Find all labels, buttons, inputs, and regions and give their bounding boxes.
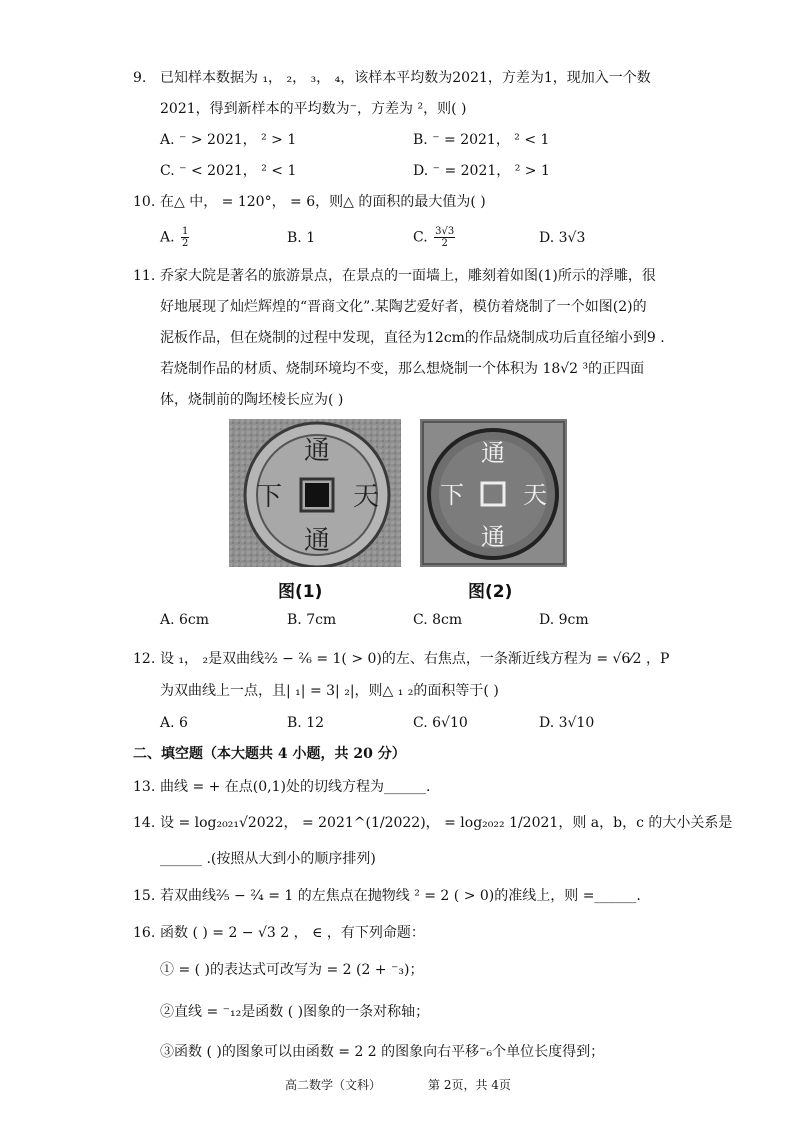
- question-text: 为双曲线上一点，且| ₁| = 3| ₂|，则△ ₁ ₂的面积等于( ): [160, 683, 499, 699]
- option-d: D. 9cm: [539, 612, 589, 628]
- question-number: 9.: [133, 70, 147, 86]
- option-a: A. 6: [160, 715, 188, 731]
- section-heading: 二、填空题（本大题共 4 小题，共 20 分）: [133, 746, 406, 762]
- question-text: 好地展现了灿烂辉煌的“晋商文化”.某陶艺爱好者，模仿着烧制了一个如图(2)的: [160, 299, 647, 315]
- question-text: 在△ 中， = 120°， = 6，则△ 的面积的最大值为( ): [160, 194, 486, 210]
- question-number: 16.: [133, 925, 156, 941]
- figure-2-caption: 图(2): [468, 582, 513, 602]
- option-b: B. 12: [287, 715, 325, 731]
- option-a: A. ⁻ > 2021， ² > 1: [160, 132, 297, 148]
- option-label: C.: [413, 229, 428, 246]
- fraction: $\frac{3√3}{2}$: [435, 226, 455, 249]
- option-d: D. 3√10: [539, 715, 595, 731]
- coin-char-top: 通: [481, 439, 505, 467]
- question-text: 设 ₁， ₂是双曲线²⁄₂ − ²⁄₆ = 1( > 0)的左、右焦点，一条渐近线方程为 = √6⁄2 ，P: [160, 651, 670, 667]
- question-text: 若烧制作品的材质、烧制环境均不变，那么想烧制一个体积为 18√2 ³的正四面: [160, 361, 645, 377]
- option-a: [160, 226, 191, 249]
- option-b: B. 7cm: [287, 612, 337, 628]
- coin-clay-illustration: [420, 419, 567, 567]
- question-number: 13.: [133, 779, 156, 795]
- question-text: 曲线 = + 在点(0,1)处的切线方程为______.: [160, 779, 431, 795]
- question-number: 14.: [133, 815, 156, 831]
- proposition-2: ②直线 = ⁻₁₂是函数 ( )图象的一条对称轴；: [160, 1004, 430, 1020]
- option-d: D. ⁻ = 2021， ² > 1: [413, 163, 550, 179]
- footer-page-number: 第 2页，共 4页: [428, 1078, 511, 1092]
- option-c: C. ⁻ < 2021， ² < 1: [160, 163, 297, 179]
- coin-char-bottom: 通: [303, 526, 331, 556]
- option-c: C. 8cm: [413, 612, 463, 628]
- fraction: $\frac{1}{2}$: [182, 226, 189, 249]
- question-text: ______ .(按照从大到小的顺序排列): [160, 851, 376, 867]
- footer-subject: 高二数学（文科）: [285, 1078, 382, 1092]
- question-text: 函数 ( ) = 2 − √3 2 ， ∈ ，有下列命题：: [160, 925, 425, 941]
- coin-char-left: 下: [255, 482, 283, 512]
- question-text: 若双曲线²⁄₅ − ²⁄₄ = 1 的左焦点在抛物线 ² = 2 ( > 0)的准线上，则 =______.: [160, 888, 641, 904]
- coin-char-top: 通: [303, 436, 331, 466]
- option-a: A. 6cm: [160, 612, 210, 628]
- question-text: 泥板作品，但在烧制的过程中发现，直径为12cm的作品烧制成功后直径缩小到9 .: [160, 330, 665, 346]
- coin-relief-illustration: [229, 419, 401, 567]
- coin-char-right: 天: [523, 481, 547, 509]
- option-b: B. ⁻ = 2021， ² < 1: [413, 132, 550, 148]
- figure-1-relief-image: [229, 419, 401, 567]
- option-c: [413, 226, 457, 249]
- option-c: C. 6√10: [413, 715, 468, 731]
- option-label: A.: [160, 229, 175, 246]
- question-number: 11.: [133, 268, 156, 284]
- coin-char-left: 下: [440, 481, 464, 509]
- coin-char-right: 天: [352, 482, 380, 512]
- question-text: 已知样本数据为 ₁， ₂， ₃， ₄，该样本平均数为2021，方差为1，现加入一个数: [160, 70, 651, 86]
- question-number: 10.: [133, 194, 156, 210]
- option-d: D. 3√3: [539, 230, 586, 246]
- option-b: B. 1: [287, 230, 316, 246]
- figure-1-caption: 图(1): [278, 582, 323, 602]
- question-number: 12.: [133, 651, 156, 667]
- question-number: 15.: [133, 888, 156, 904]
- coin-char-bottom: 通: [481, 523, 505, 551]
- figure-2-clay-image: [420, 419, 567, 567]
- question-text: 乔家大院是著名的旅游景点，在景点的一面墙上，雕刻着如图(1)所示的浮雕，很: [160, 268, 656, 284]
- question-text: 设 = log₂₀₂₁√2022， = 2021^(1/2022)， = log₂₀₂₂ 1/2021，则 a，b，c 的大小关系是: [160, 815, 733, 831]
- proposition-1: ① = ( )的表达式可改写为 = 2 (2 + ⁻₃)；: [160, 962, 424, 978]
- question-text: 体，烧制前的陶坯棱长应为( ): [160, 392, 344, 408]
- proposition-3: ③函数 ( )的图象可以由函数 = 2 2 的图象向右平移⁻₆个单位长度得到；: [160, 1044, 605, 1060]
- question-text: 2021，得到新样本的平均数为⁻，方差为 ²，则( ): [160, 101, 467, 117]
